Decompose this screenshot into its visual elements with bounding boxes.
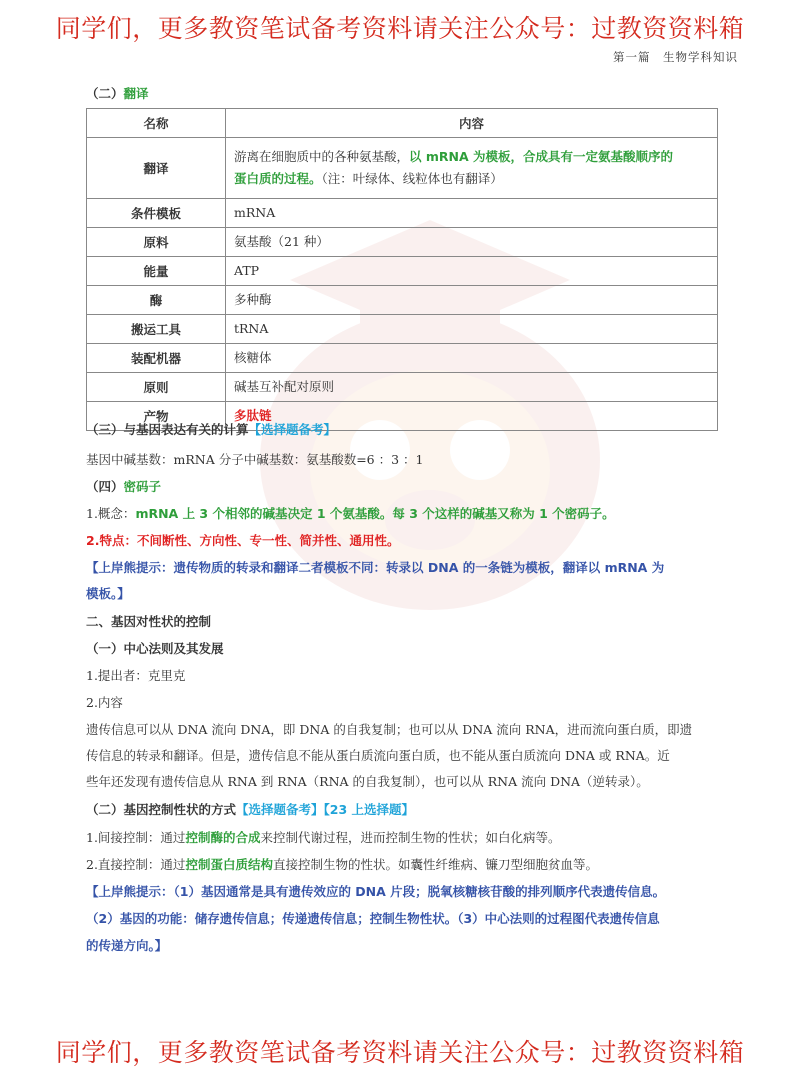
table-row — [87, 373, 718, 402]
table-cell-name: 酶 — [87, 286, 226, 315]
table-header: 名称 — [87, 109, 226, 138]
table-cell-content: 核糖体 — [226, 344, 718, 373]
table-cell-name: 翻译 — [87, 138, 226, 199]
paragraph-line: 遗传信息可以从 DNA 流向 DNA，即 DNA 的自我复制；也可以从 DNA 流向 RNA，进而流向蛋白质，即遗 — [86, 722, 693, 737]
table-cell-content: 多肽链 — [226, 402, 718, 431]
table-cell-content: 碱基互补配对原则 — [226, 373, 718, 402]
exam-tag: 【选择题备考】【23 上选择题】 — [236, 802, 415, 817]
table-row — [87, 286, 718, 315]
promo-banner-top: 同学们，更多教资笔试备考资料请关注公众号：过教资资料箱 — [55, 14, 745, 43]
section-heading-control: 二、基因对性状的控制 — [86, 614, 212, 629]
tip-line: 【上岸熊提示：遗传物质的转录和翻译二者模板不同：转录以 DNA 的一条链为模板，翻译以 mRNA 为 — [86, 560, 665, 575]
table-cell-content: 游离在细胞质中的各种氨基酸，以 mRNA 为模板，合成具有一定氨基酸顺序的 蛋白质的过程。（注：叶绿体、线粒体也有翻译） — [226, 138, 718, 199]
table-cell-name: 装配机器 — [87, 344, 226, 373]
table-row — [87, 315, 718, 344]
section-heading-calc: （三）与基因表达有关的计算【选择题备考】 — [86, 422, 337, 437]
exam-tag: 【选择题备考】 — [248, 422, 337, 437]
direct-control: 2.直接控制：通过控制蛋白质结构直接控制生物的性状。如囊性纤维病、镰刀型细胞贫血等。 — [86, 857, 598, 872]
table-cell-name: 条件模板 — [87, 199, 226, 228]
codon-concept: 1.概念：mRNA 上 3 个相邻的碱基决定 1 个氨基酸。每 3 个这样的碱基又称为 1 个密码子。 — [86, 506, 615, 521]
table-cell-content: 多种酶 — [226, 286, 718, 315]
table-cell-content: 氨基酸（21 种） — [226, 228, 718, 257]
translation-table — [86, 108, 718, 431]
promo-banner-bottom: 同学们，更多教资笔试备考资料请关注公众号：过教资资料箱 — [55, 1038, 745, 1067]
table-header-row — [87, 109, 718, 138]
table-row — [87, 257, 718, 286]
table-cell-content: tRNA — [226, 315, 718, 344]
table-cell-content: ATP — [226, 257, 718, 286]
table-cell-name: 能量 — [87, 257, 226, 286]
paragraph-line: 传信息的转录和翻译。但是，遗传信息不能从蛋白质流向蛋白质，也不能从蛋白质流向 DNA 或 RNA。近 — [86, 748, 670, 763]
tip-line: 模板。】 — [86, 586, 130, 601]
subsection-heading-control-mode: （二）基因控制性状的方式【选择题备考】【23 上选择题】 — [86, 802, 415, 817]
section-title-codon: 密码子 — [123, 479, 162, 494]
section-heading-codon: （四）密码子 — [86, 479, 162, 494]
calc-ratio-text: 基因中碱基数：mRNA 分子中碱基数：氨基酸数=6 ：3 ：1 — [86, 452, 424, 467]
proposer-text: 1.提出者：克里克 — [86, 668, 186, 683]
table-row — [87, 344, 718, 373]
tip-line: 的传递方向。】 — [86, 938, 168, 953]
indirect-control: 1.间接控制：通过控制酶的合成来控制代谢过程，进而控制生物的性状；如白化病等。 — [86, 830, 561, 845]
content-label: 2.内容 — [86, 695, 123, 710]
codon-features: 2.特点：不间断性、方向性、专一性、简并性、通用性。 — [86, 533, 400, 548]
tip-line: （2）基因的功能：储存遗传信息；传递遗传信息；控制生物性状。（3）中心法则的过程图代表遗传信息 — [86, 911, 660, 926]
subsection-heading-central-dogma: （一）中心法则及其发展 — [86, 641, 224, 656]
table-row — [87, 228, 718, 257]
table-cell-name: 原则 — [87, 373, 226, 402]
table-row — [87, 199, 718, 228]
table-cell-name: 原料 — [87, 228, 226, 257]
section-title-translation: 翻译 — [123, 86, 149, 101]
table-cell-name: 搬运工具 — [87, 315, 226, 344]
paragraph-line: 些年还发现有遗传信息从 RNA 到 RNA（RNA 的自我复制），也可以从 RNA 流向 DNA（逆转录）。 — [86, 774, 649, 789]
table-cell-content: mRNA — [226, 199, 718, 228]
section-heading-translation: （二）翻译 — [86, 86, 149, 101]
running-head: 第一篇 生物学科知识 — [613, 50, 738, 64]
table-row — [87, 138, 718, 199]
tip-line: 【上岸熊提示：（1）基因通常是具有遗传效应的 DNA 片段；脱氧核糖核苷酸的排列顺序代表遗传信息。 — [86, 884, 666, 899]
table-cell-name: 产物 — [87, 402, 226, 431]
table-header: 内容 — [226, 109, 718, 138]
